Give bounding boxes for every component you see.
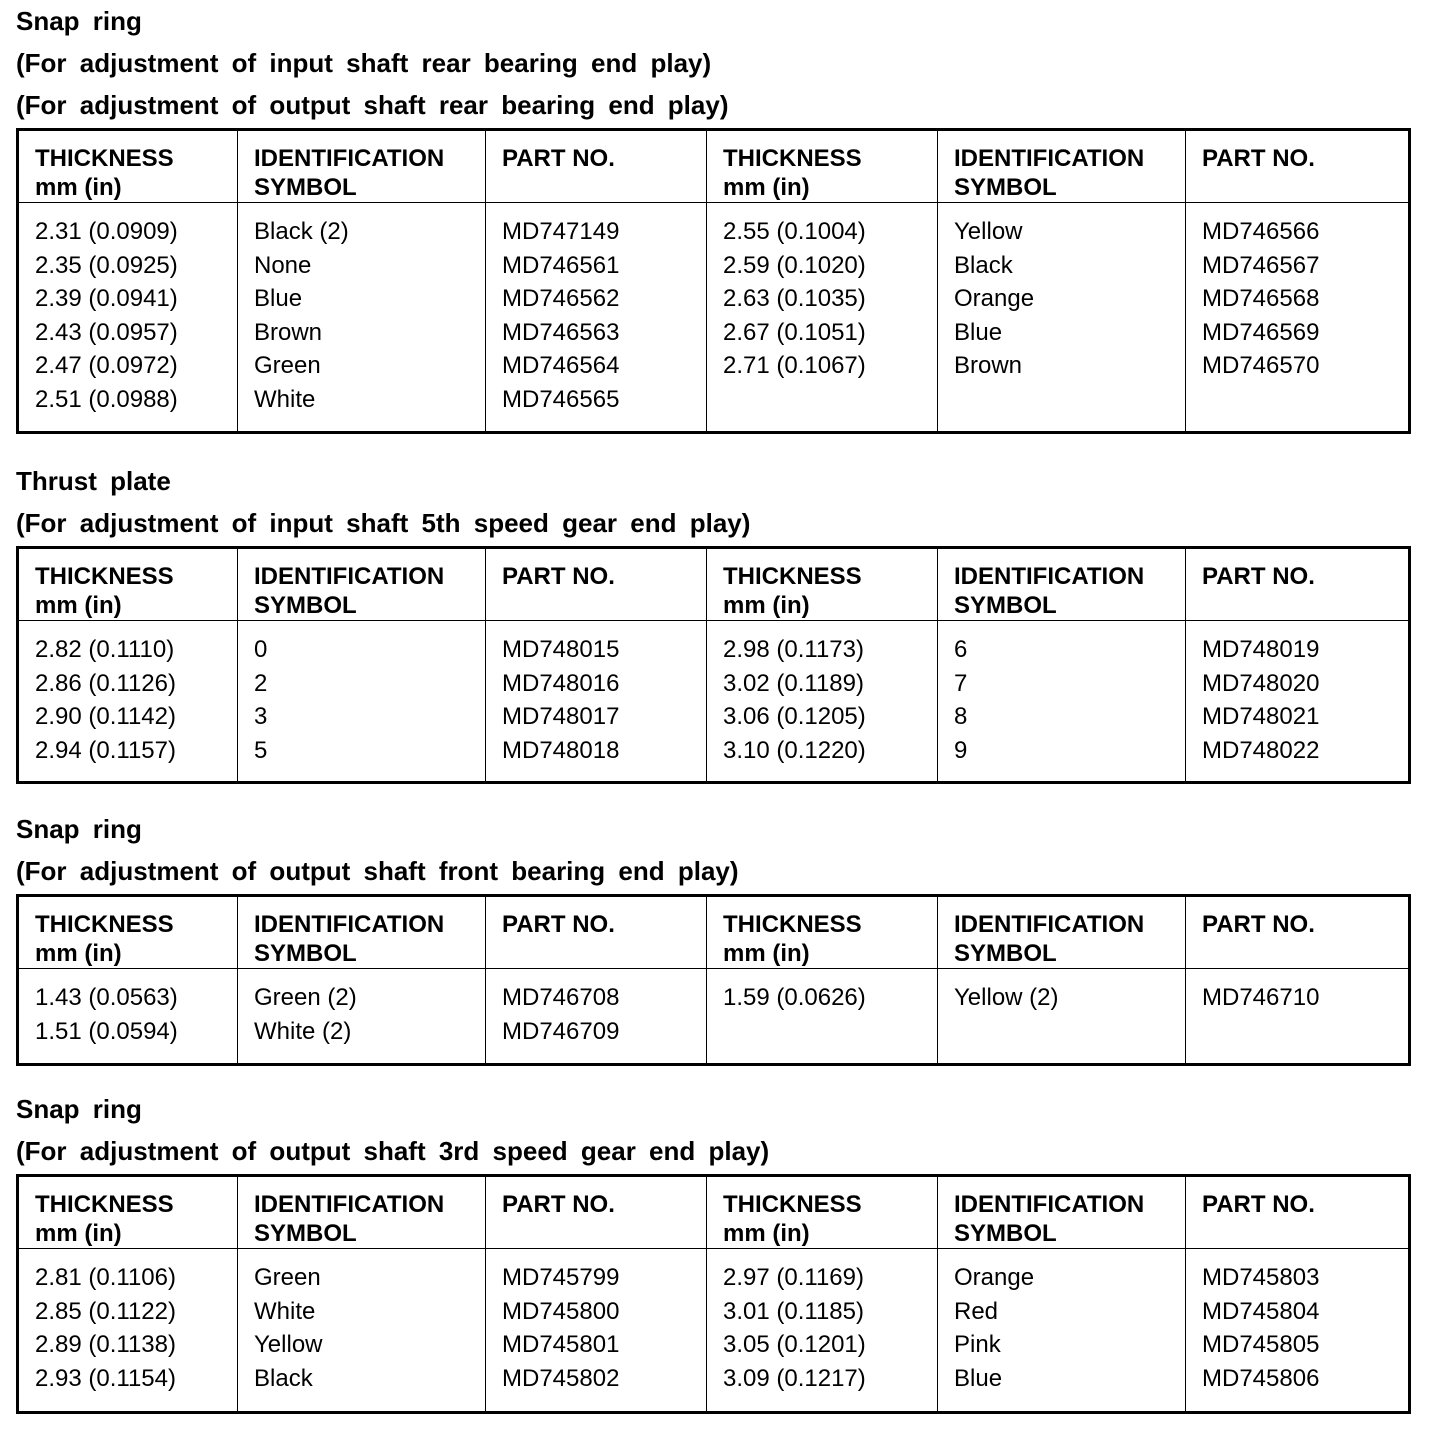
thickness-cell	[18, 969, 238, 1065]
symbol-cell-value: None	[254, 251, 312, 279]
symbol-header-label: IDENTIFICATION	[254, 1191, 445, 1218]
thickness-cell-value: 2.51 (0.0988)	[35, 385, 178, 413]
symbol-cell	[938, 621, 1186, 783]
part-no-cell-value: MD746709	[502, 1017, 620, 1045]
part-no-cell-value: MD746708	[502, 984, 620, 1011]
part-no-header	[486, 548, 707, 621]
part-no-cell-value: MD746710	[1202, 984, 1320, 1011]
section-subtitle: (For adjustment of output shaft front bearing end play)	[16, 856, 739, 886]
part-no-header-label: PART NO.	[502, 1191, 615, 1218]
thickness-header-label: THICKNESS	[35, 911, 174, 938]
section-snap-ring-front-bearing	[16, 808, 1408, 1045]
symbol-cell-value: Blue	[254, 285, 303, 312]
part-no-cell	[486, 969, 707, 1065]
table-body-row	[18, 969, 1410, 1065]
symbol-cell-value: Green	[254, 1264, 321, 1291]
parts-table	[16, 894, 1411, 1066]
part-no-cell	[1186, 621, 1410, 783]
part-no-header-label: PART NO.	[502, 911, 615, 938]
table-body-row	[18, 621, 1410, 783]
symbol-cell-value: 7	[954, 669, 968, 697]
symbol-header-label: SYMBOL	[254, 592, 357, 619]
symbol-cell-value: Brown	[954, 352, 1023, 379]
symbol-cell-value: 5	[254, 736, 268, 764]
section-subtitle: (For adjustment of input shaft 5th speed gear end play)	[16, 508, 751, 538]
thickness-header-label: mm (in)	[723, 1220, 810, 1247]
thickness-header-label: mm (in)	[723, 592, 810, 619]
symbol-cell-value: Red	[954, 1297, 999, 1325]
part-no-cell-value: MD748019	[1202, 636, 1320, 663]
thickness-cell-value: 2.81 (0.1106)	[35, 1264, 176, 1291]
part-no-cell	[486, 621, 707, 783]
symbol-cell-value: 6	[954, 636, 968, 663]
part-no-cell	[486, 203, 707, 433]
part-no-cell-value: MD745799	[502, 1264, 620, 1291]
thickness-header-label: THICKNESS	[723, 563, 862, 590]
symbol-header-label: IDENTIFICATION	[254, 145, 445, 172]
table-header-row	[18, 548, 1410, 621]
symbol-cell-value: 2	[254, 669, 268, 697]
thickness-cell-value: 2.93 (0.1154)	[35, 1364, 176, 1392]
symbol-cell-value: White (2)	[254, 1017, 352, 1045]
part-no-cell-value: MD748017	[502, 703, 620, 730]
thickness-cell-value: 2.89 (0.1138)	[35, 1331, 176, 1358]
symbol-cell	[938, 203, 1186, 433]
section-subtitle: (For adjustment of output shaft rear bearing end play)	[16, 90, 729, 120]
symbol-header-label: SYMBOL	[954, 174, 1057, 201]
part-no-header-label: PART NO.	[1202, 911, 1315, 938]
part-no-cell-value: MD746562	[502, 285, 620, 312]
symbol-header	[238, 896, 486, 969]
symbol-cell-value: 9	[954, 736, 968, 764]
symbol-header-label: IDENTIFICATION	[954, 911, 1145, 938]
part-no-header	[1186, 548, 1410, 621]
symbol-header-label: SYMBOL	[954, 940, 1057, 967]
section-title: Snap ring	[16, 814, 142, 844]
symbol-cell-value: White	[254, 385, 316, 413]
parts-table	[16, 546, 1411, 784]
thickness-header-label: mm (in)	[723, 940, 810, 967]
symbol-cell	[238, 621, 486, 783]
symbol-header-label: IDENTIFICATION	[954, 145, 1145, 172]
part-no-cell-value: MD747149	[502, 218, 620, 245]
symbol-cell-value: Green (2)	[254, 984, 357, 1011]
part-no-cell-value: MD748021	[1202, 703, 1320, 730]
symbol-cell-value: Black	[254, 1364, 313, 1392]
symbol-cell	[938, 969, 1186, 1065]
symbol-header	[938, 548, 1186, 621]
thickness-header	[707, 548, 938, 621]
thickness-cell-value: 3.02 (0.1189)	[723, 669, 864, 697]
thickness-cell-value: 2.67 (0.1051)	[723, 318, 866, 346]
thickness-header-label: THICKNESS	[723, 145, 862, 172]
parts-table	[16, 1174, 1411, 1414]
part-no-header	[1186, 130, 1410, 203]
symbol-cell-value: Black (2)	[254, 218, 349, 245]
part-no-cell-value: MD745804	[1202, 1297, 1320, 1325]
part-no-cell-value: MD746564	[502, 352, 620, 379]
symbol-cell-value: Brown	[254, 318, 323, 346]
thickness-header-label: THICKNESS	[35, 145, 174, 172]
symbol-header	[938, 130, 1186, 203]
symbol-cell-value: Blue	[954, 1364, 1003, 1392]
part-no-header	[1186, 896, 1410, 969]
part-no-header-label: PART NO.	[502, 145, 615, 172]
symbol-header-label: SYMBOL	[254, 174, 357, 201]
section-snap-ring-rear-bearing	[16, 0, 1408, 413]
symbol-cell	[238, 969, 486, 1065]
symbol-cell-value: Blue	[954, 318, 1003, 346]
section-title: Thrust plate	[16, 466, 171, 496]
symbol-cell-value: 3	[254, 703, 268, 730]
thickness-header	[707, 130, 938, 203]
part-no-cell-value: MD748022	[1202, 736, 1320, 764]
thickness-header-label: THICKNESS	[723, 911, 862, 938]
part-no-cell-value: MD746570	[1202, 352, 1320, 379]
thickness-cell-value: 2.43 (0.0957)	[35, 318, 178, 346]
section-subtitle: (For adjustment of output shaft 3rd speed gear end play)	[16, 1136, 770, 1166]
thickness-cell-value: 2.98 (0.1173)	[723, 636, 864, 663]
table-body-row	[18, 1249, 1410, 1413]
part-no-header	[486, 896, 707, 969]
symbol-header	[238, 1176, 486, 1249]
symbol-header-label: SYMBOL	[954, 1220, 1057, 1247]
part-no-header-label: PART NO.	[1202, 1191, 1315, 1218]
thickness-cell-value: 3.09 (0.1217)	[723, 1364, 866, 1392]
thickness-cell-value: 2.90 (0.1142)	[35, 703, 176, 730]
section-title: Snap ring	[16, 1094, 142, 1124]
part-no-cell-value: MD748018	[502, 736, 620, 764]
thickness-cell-value: 2.47 (0.0972)	[35, 352, 178, 379]
thickness-cell-value: 2.85 (0.1122)	[35, 1297, 176, 1325]
thickness-header	[18, 130, 238, 203]
thickness-cell-value: 2.82 (0.1110)	[35, 636, 175, 663]
thickness-header-label: mm (in)	[35, 592, 122, 619]
thickness-header-label: THICKNESS	[35, 1191, 174, 1218]
thickness-cell-value: 2.94 (0.1157)	[35, 736, 176, 764]
section-title: Snap ring	[16, 6, 142, 36]
thickness-header	[18, 548, 238, 621]
table-header-row	[18, 130, 1410, 203]
thickness-header-label: mm (in)	[35, 174, 122, 201]
symbol-cell	[238, 203, 486, 433]
thickness-header-label: mm (in)	[35, 940, 122, 967]
thickness-header	[707, 1176, 938, 1249]
part-no-cell-value: MD746563	[502, 318, 620, 346]
part-no-cell-value: MD745806	[1202, 1364, 1320, 1392]
thickness-cell-value: 1.59 (0.0626)	[723, 984, 866, 1011]
symbol-cell-value: Yellow (2)	[954, 984, 1059, 1011]
part-no-cell-value: MD745800	[502, 1297, 620, 1325]
part-no-header-label: PART NO.	[1202, 563, 1315, 590]
thickness-cell	[18, 1249, 238, 1413]
part-no-cell	[1186, 1249, 1410, 1413]
part-no-header	[1186, 1176, 1410, 1249]
thickness-header-label: THICKNESS	[35, 563, 174, 590]
parts-table	[16, 128, 1411, 434]
thickness-header-label: mm (in)	[35, 1220, 122, 1247]
symbol-header	[938, 896, 1186, 969]
thickness-cell-value: 3.05 (0.1201)	[723, 1331, 866, 1358]
part-no-cell-value: MD748016	[502, 669, 620, 697]
symbol-cell-value: Orange	[954, 1264, 1035, 1291]
thickness-cell-value: 1.43 (0.0563)	[35, 984, 178, 1011]
symbol-header-label: SYMBOL	[254, 940, 357, 967]
symbol-header-label: SYMBOL	[954, 592, 1057, 619]
thickness-header	[18, 896, 238, 969]
part-no-cell-value: MD745803	[1202, 1264, 1320, 1291]
thickness-cell	[18, 203, 238, 433]
thickness-header-label: mm (in)	[723, 174, 810, 201]
part-no-cell-value: MD746567	[1202, 251, 1320, 279]
part-no-cell-value: MD746566	[1202, 218, 1320, 245]
table-header-row	[18, 896, 1410, 969]
thickness-cell-value: 2.55 (0.1004)	[723, 218, 866, 245]
part-no-header-label: PART NO.	[502, 563, 615, 590]
symbol-cell	[238, 1249, 486, 1413]
symbol-cell-value: Yellow	[954, 218, 1023, 245]
thickness-cell-value: 2.97 (0.1169)	[723, 1264, 864, 1291]
thickness-cell	[707, 621, 938, 783]
thickness-cell-value: 3.01 (0.1185)	[723, 1297, 864, 1325]
thickness-cell	[707, 969, 938, 1065]
symbol-cell-value: Yellow	[254, 1331, 323, 1358]
part-no-cell	[1186, 969, 1410, 1065]
symbol-cell-value: Green	[254, 352, 321, 379]
thickness-cell-value: 2.39 (0.0941)	[35, 285, 178, 312]
thickness-cell-value: 3.06 (0.1205)	[723, 703, 866, 730]
part-no-cell-value: MD746568	[1202, 285, 1320, 312]
part-no-cell	[486, 1249, 707, 1413]
part-no-header	[486, 130, 707, 203]
part-no-cell-value: MD745802	[502, 1364, 620, 1392]
symbol-cell-value: White	[254, 1297, 316, 1325]
symbol-header-label: IDENTIFICATION	[254, 911, 445, 938]
symbol-cell-value: Orange	[954, 285, 1035, 312]
thickness-cell-value: 2.71 (0.1067)	[723, 352, 866, 379]
part-no-header	[486, 1176, 707, 1249]
symbol-header-label: SYMBOL	[254, 1220, 357, 1247]
thickness-header	[18, 1176, 238, 1249]
part-no-header-label: PART NO.	[1202, 145, 1315, 172]
symbol-header-label: IDENTIFICATION	[254, 563, 445, 590]
part-no-cell	[1186, 203, 1410, 433]
symbol-cell-value: Black	[954, 251, 1013, 279]
symbol-header-label: IDENTIFICATION	[954, 1191, 1145, 1218]
thickness-cell	[18, 621, 238, 783]
thickness-cell	[707, 203, 938, 433]
symbol-cell-value: Pink	[954, 1331, 1001, 1358]
section-snap-ring-3rd-gear	[16, 1088, 1408, 1392]
thickness-cell-value: 2.59 (0.1020)	[723, 251, 866, 279]
section-subtitle: (For adjustment of input shaft rear bearing end play)	[16, 48, 712, 78]
symbol-header-label: IDENTIFICATION	[954, 563, 1145, 590]
part-no-cell-value: MD745805	[1202, 1331, 1320, 1358]
thickness-cell-value: 2.35 (0.0925)	[35, 251, 178, 279]
symbol-cell-value: 8	[954, 703, 968, 730]
part-no-cell-value: MD746569	[1202, 318, 1320, 346]
thickness-header-label: THICKNESS	[723, 1191, 862, 1218]
part-no-cell-value: MD746565	[502, 385, 620, 413]
symbol-header	[238, 130, 486, 203]
thickness-header	[707, 896, 938, 969]
part-no-cell-value: MD748015	[502, 636, 620, 663]
symbol-cell-value: 0	[254, 636, 268, 663]
section-thrust-plate	[16, 460, 1408, 764]
symbol-header	[938, 1176, 1186, 1249]
thickness-cell-value: 3.10 (0.1220)	[723, 736, 866, 764]
table-body-row	[18, 203, 1410, 433]
symbol-header	[238, 548, 486, 621]
part-no-cell-value: MD748020	[1202, 669, 1320, 697]
symbol-cell	[938, 1249, 1186, 1413]
part-no-cell-value: MD746561	[502, 251, 620, 279]
table-header-row	[18, 1176, 1410, 1249]
thickness-cell	[707, 1249, 938, 1413]
thickness-cell-value: 2.63 (0.1035)	[723, 285, 866, 312]
thickness-cell-value: 1.51 (0.0594)	[35, 1017, 178, 1045]
part-no-cell-value: MD745801	[502, 1331, 620, 1358]
thickness-cell-value: 2.86 (0.1126)	[35, 669, 176, 697]
thickness-cell-value: 2.31 (0.0909)	[35, 218, 178, 245]
